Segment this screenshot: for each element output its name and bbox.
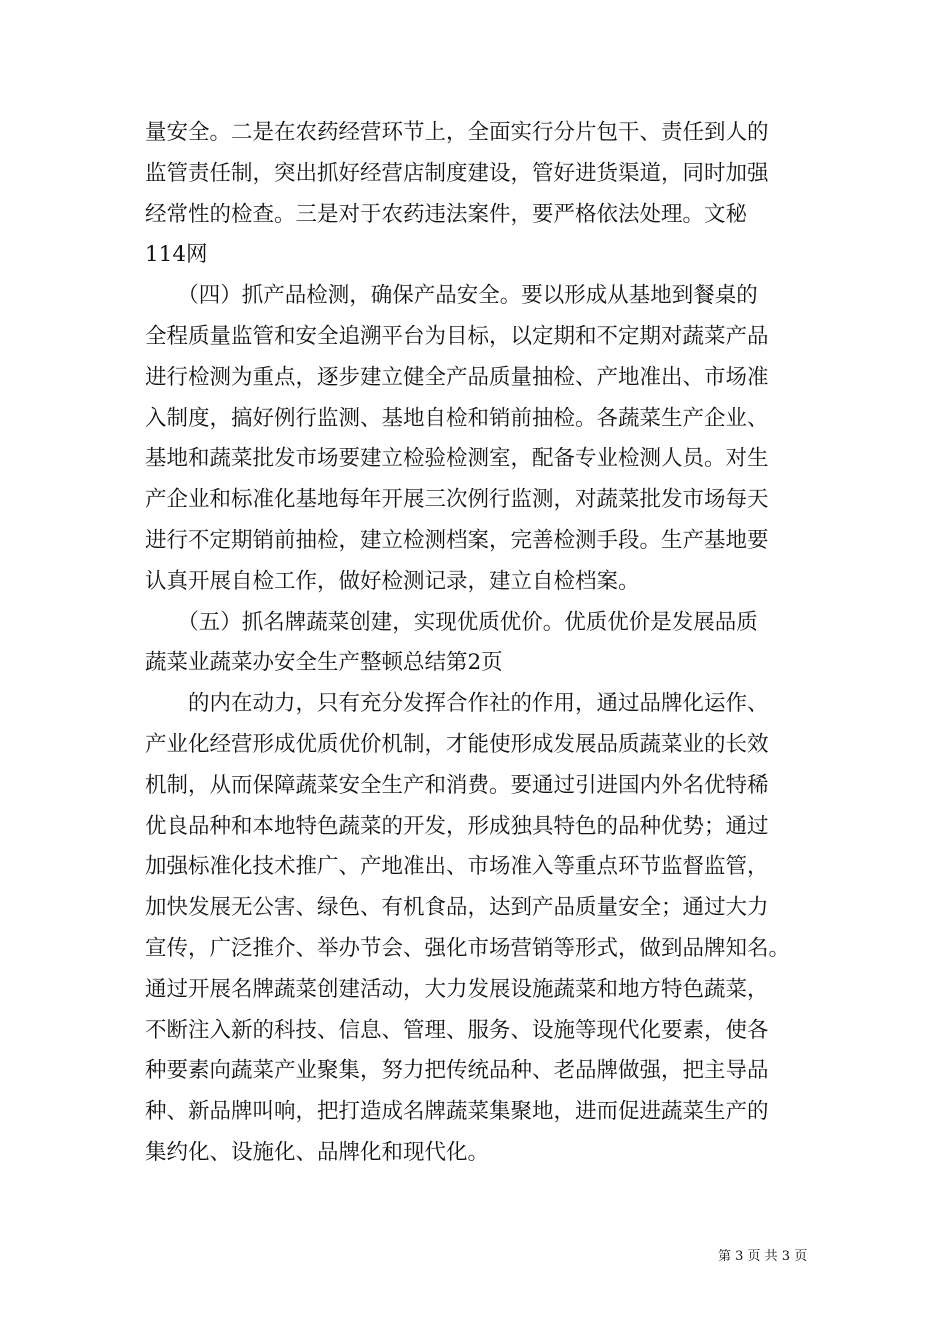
text-line-4: 114网 (145, 242, 208, 268)
text-line-21: 宣传，广泛推介、举办节会、强化市场营销等形式，做到品牌知名。 (145, 935, 791, 961)
text-line-8: 入制度，搞好例行监测、基地自检和销前抽检。各蔬菜生产企业、 (145, 405, 769, 431)
text-line-19: 加强标准化技术推广、产地准出、市场准入等重点环节监督监管， (145, 854, 769, 880)
text-line-9: 基地和蔬菜批发市场要建立检验检测室，配备专业检测人员。对生 (145, 446, 769, 472)
text-line-7: 进行检测为重点，逐步建立健全产品质量抽检、产地准出、市场准 (145, 364, 769, 390)
text-line-15: 的内在动力，只有充分发挥合作社的作用，通过品牌化运作、 (145, 691, 769, 717)
text-line-12: 认真开展自检工作，做好检测记录，建立自检档案。 (145, 568, 640, 594)
text-line-25: 种、新品牌叫响，把打造成名牌蔬菜集聚地，进而促进蔬菜生产的 (145, 1099, 769, 1125)
text-line-14: 蔬菜业蔬菜办安全生产整顿总结第2页 (145, 650, 503, 676)
text-line-22: 通过开展名牌蔬菜创建活动，大力发展设施蔬菜和地方特色蔬菜， (145, 976, 769, 1002)
text-line-18: 优良品种和本地特色蔬菜的开发，形成独具特色的品种优势；通过 (145, 813, 769, 839)
text-line-24: 种要素向蔬菜产业聚集，努力把传统品种、老品牌做强，把主导品 (145, 1058, 769, 1084)
page-number: 第 3 页 共 3 页 (718, 1249, 808, 1264)
text-line-26: 集约化、设施化、品牌化和现代化。 (145, 1139, 490, 1165)
text-line-1: 量安全。二是在农药经营环节上，全面实行分片包干、责任到人的 (145, 120, 769, 145)
text-line-13: （五）抓名牌蔬菜创建，实现优质优价。优质优价是发展品质 (145, 609, 758, 635)
text-line-10: 产企业和标准化基地每年开展三次例行监测，对蔬菜批发市场每天 (145, 487, 769, 513)
text-line-2: 监管责任制，突出抓好经营店制度建设，管好进货渠道，同时加强 (145, 160, 769, 186)
text-line-17: 机制，从而保障蔬菜安全生产和消费。要通过引进国内外名优特稀 (145, 772, 769, 798)
text-line-6: 全程质量监管和安全追溯平台为目标，以定期和不定期对蔬菜产品 (145, 323, 769, 349)
text-line-23: 不断注入新的科技、信息、管理、服务、设施等现代化要素，使各 (145, 1017, 769, 1043)
text-line-3: 经常性的检查。三是对于农药违法案件，要严格依法处理。文秘 (145, 201, 748, 227)
document-body (145, 113, 810, 1174)
text-line-16: 产业化经营形成优质优价机制，才能使形成发展品质蔬菜业的长效 (145, 731, 769, 757)
text-line-5: （四）抓产品检测，确保产品安全。要以形成从基地到餐桌的 (145, 283, 758, 309)
text-line-11: 进行不定期销前抽检，建立检测档案，完善检测手段。生产基地要 (145, 527, 769, 553)
text-line-20: 加快发展无公害、绿色、有机食品，达到产品质量安全；通过大力 (145, 895, 769, 921)
